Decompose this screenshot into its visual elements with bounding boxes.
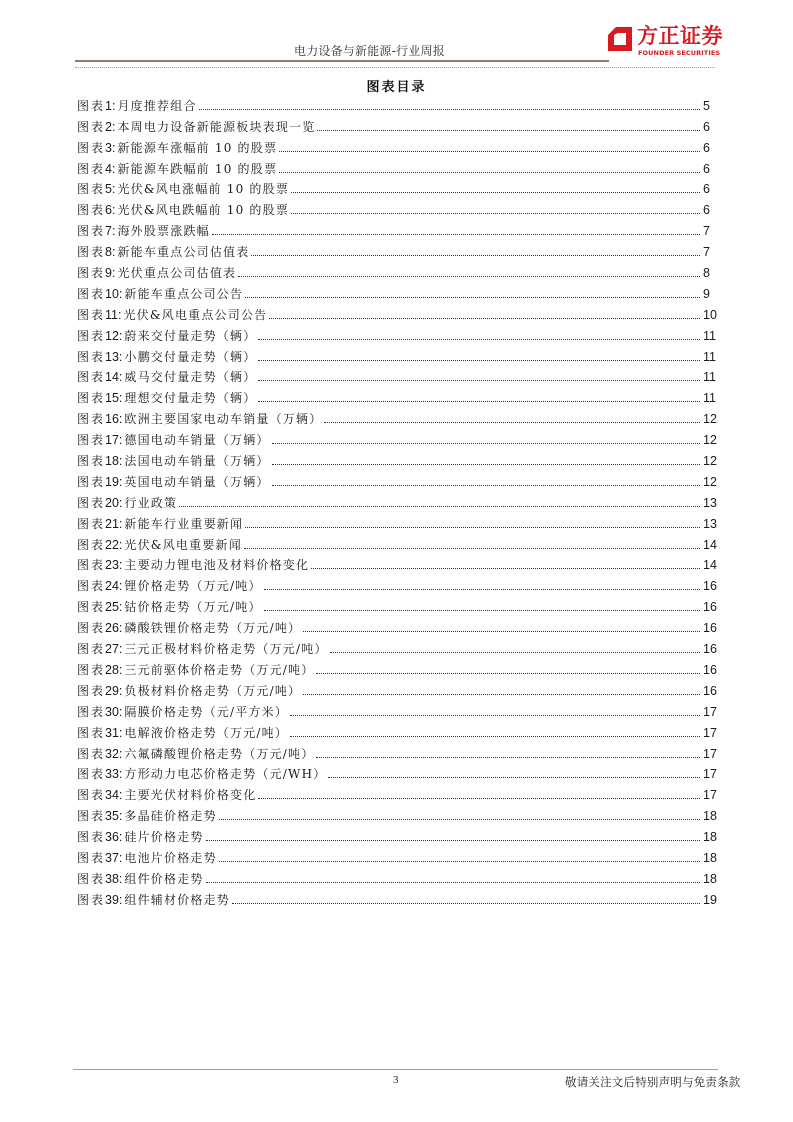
- toc-entry[interactable]: [77, 114, 719, 135]
- toc-entry-title[interactable]: 光伏&风电重点公司公告: [123, 307, 268, 322]
- toc-dot-leader: [258, 798, 700, 799]
- toc-dot-leader: [245, 297, 700, 298]
- toc-entry-title[interactable]: 主要动力锂电池及材料价格变化: [124, 558, 310, 573]
- founder-securities-logo: [607, 24, 742, 64]
- logo-name-en: FOUNDER SECURITIES: [638, 49, 721, 57]
- toc-entry-prefix: 图表: [77, 662, 106, 677]
- toc-dot-leader: [244, 548, 700, 549]
- toc-entry-number: 2:: [105, 119, 116, 134]
- logo-name-cn: 方正证券: [637, 24, 723, 48]
- toc-entry[interactable]: [77, 406, 719, 427]
- header-dotted-divider: [75, 67, 715, 68]
- toc-entry-prefix: 图表: [77, 412, 106, 427]
- toc-entry-title[interactable]: 组件价格走势: [124, 871, 204, 886]
- toc-entry[interactable]: [77, 511, 719, 532]
- toc-entry-page[interactable]: 13: [703, 516, 717, 531]
- toc-entry-page[interactable]: 5: [703, 98, 710, 113]
- toc-entry-prefix: 图表: [77, 266, 106, 281]
- toc-dot-leader: [328, 777, 700, 778]
- header-divider: [75, 60, 609, 62]
- toc-entry-title[interactable]: 蔚来交付量走势（辆）: [124, 328, 257, 343]
- toc-entry-title[interactable]: 电池片价格走势: [124, 850, 217, 865]
- toc-entry-page[interactable]: 13: [703, 495, 717, 510]
- toc-entry[interactable]: [77, 156, 719, 177]
- toc-entry[interactable]: [77, 469, 719, 490]
- toc-entry-title[interactable]: 海外股票涨跌幅: [117, 224, 210, 239]
- toc-entry-title[interactable]: 光伏&风电涨幅前 10 的股票: [117, 182, 290, 197]
- toc-entry-prefix: 图表: [77, 182, 106, 197]
- toc-entry[interactable]: [77, 239, 719, 260]
- toc-dot-leader: [303, 631, 700, 632]
- toc-entry-title[interactable]: 组件辅材价格走势: [124, 892, 231, 907]
- toc-entry-number: 27:: [105, 642, 123, 657]
- toc-entry-page[interactable]: 6: [703, 140, 710, 155]
- toc-entry[interactable]: [77, 594, 719, 615]
- toc-dot-leader: [199, 109, 700, 110]
- toc-dot-leader: [245, 527, 700, 528]
- toc-entry-number: 8:: [105, 245, 116, 260]
- toc-entry-title[interactable]: 六氟磷酸锂价格走势（万元/吨）: [124, 746, 315, 761]
- toc-entry-prefix: 图表: [77, 767, 106, 782]
- toc-entry-page[interactable]: 8: [703, 266, 710, 281]
- toc-entry[interactable]: [77, 615, 719, 636]
- toc-entry-number: 12:: [105, 328, 123, 343]
- toc-entry-prefix: 图表: [77, 704, 106, 719]
- toc-entry-number: 14:: [105, 370, 123, 385]
- toc-entry-page[interactable]: 18: [703, 830, 717, 845]
- toc-entry-prefix: 图表: [77, 161, 106, 176]
- toc-entry-title[interactable]: 隔膜价格走势（元/平方米）: [124, 704, 289, 719]
- toc-entry-page[interactable]: 18: [703, 850, 717, 865]
- toc-entry-page[interactable]: 17: [703, 725, 717, 740]
- toc-dot-leader: [311, 568, 700, 569]
- toc-entry[interactable]: [77, 260, 719, 281]
- toc-entry-title[interactable]: 理想交付量走势（辆）: [124, 391, 257, 406]
- toc-entry-title[interactable]: 主要光伏材料价格变化: [124, 788, 257, 803]
- toc-entry-number: 35:: [105, 809, 123, 824]
- toc-entry-title[interactable]: 方形动力电芯价格走势（元/WH）: [124, 767, 327, 782]
- toc-dot-leader: [303, 694, 700, 695]
- toc-entry-page[interactable]: 12: [703, 433, 717, 448]
- toc-dot-leader: [316, 673, 700, 674]
- toc-entry[interactable]: [77, 344, 719, 365]
- toc-entry-number: 26:: [105, 621, 123, 636]
- toc-dot-leader: [232, 903, 700, 904]
- toc-entry-title[interactable]: 法国电动车销量（万辆）: [124, 454, 270, 469]
- toc-entry-prefix: 图表: [77, 391, 106, 406]
- toc-entry-prefix: 图表: [77, 474, 106, 489]
- toc-entry-title[interactable]: 锂价格走势（万元/吨）: [124, 579, 262, 594]
- toc-entry-prefix: 图表: [77, 830, 106, 845]
- toc-entry-title[interactable]: 硅片价格走势: [124, 830, 204, 845]
- toc-entry-number: 38:: [105, 871, 123, 886]
- toc-dot-leader: [258, 380, 700, 381]
- toc-entry[interactable]: [77, 448, 719, 469]
- toc-entry-title[interactable]: 新能车重点公司估值表: [117, 245, 250, 260]
- toc-entry-page[interactable]: 12: [703, 412, 717, 427]
- toc-entry-prefix: 图表: [77, 245, 106, 260]
- toc-dot-leader: [219, 819, 700, 820]
- toc-entry[interactable]: [77, 427, 719, 448]
- toc-entry-prefix: 图表: [77, 307, 106, 322]
- toc-entry[interactable]: [77, 678, 719, 699]
- toc-entry-page[interactable]: 16: [703, 579, 717, 594]
- toc-entry-number: 10:: [105, 286, 123, 301]
- toc-entry-page[interactable]: 16: [703, 621, 717, 636]
- toc-entry-number: 24:: [105, 579, 123, 594]
- toc-entry-number: 36:: [105, 830, 123, 845]
- toc-dot-leader: [206, 882, 700, 883]
- toc-entry-number: 11:: [105, 307, 122, 322]
- toc-entry-prefix: 图表: [77, 370, 106, 385]
- toc-entry[interactable]: [77, 197, 719, 218]
- toc-dot-leader: [179, 506, 700, 507]
- toc-dot-leader: [279, 151, 700, 152]
- toc-entry[interactable]: [77, 177, 719, 198]
- toc-entry-page[interactable]: 12: [703, 454, 717, 469]
- toc-entry-prefix: 图表: [77, 558, 106, 573]
- toc-entry-prefix: 图表: [77, 850, 106, 865]
- toc-entry-prefix: 图表: [77, 203, 106, 218]
- toc-entry-page[interactable]: 11: [703, 370, 716, 385]
- toc-entry-page[interactable]: 6: [703, 203, 710, 218]
- toc-dot-leader: [317, 130, 700, 131]
- toc-entry-number: 3:: [105, 140, 116, 155]
- toc-entry-title[interactable]: 新能车重点公司公告: [124, 286, 244, 301]
- figure-list: [77, 93, 719, 908]
- toc-dot-leader: [272, 464, 700, 465]
- toc-entry[interactable]: [77, 532, 719, 553]
- toc-dot-leader: [279, 172, 700, 173]
- toc-entry-page[interactable]: 18: [703, 871, 717, 886]
- toc-dot-leader: [219, 861, 700, 862]
- footer-divider: [73, 1069, 718, 1070]
- toc-entry-prefix: 图表: [77, 98, 106, 113]
- toc-dot-leader: [291, 213, 700, 214]
- toc-entry-prefix: 图表: [77, 871, 106, 886]
- toc-entry-number: 29:: [105, 683, 123, 698]
- toc-entry-number: 5:: [105, 182, 116, 197]
- toc-entry-title[interactable]: 欧洲主要国家电动车销量（万辆）: [124, 412, 323, 427]
- toc-entry-number: 31:: [105, 725, 123, 740]
- toc-entry[interactable]: [77, 720, 719, 741]
- toc-entry[interactable]: [77, 866, 719, 887]
- toc-dot-leader: [272, 443, 700, 444]
- toc-dot-leader: [258, 401, 700, 402]
- toc-entry[interactable]: [77, 782, 719, 803]
- toc-entry-title[interactable]: 本周电力设备新能源板块表现一览: [117, 119, 316, 134]
- toc-entry-page[interactable]: 9: [703, 286, 710, 301]
- toc-entry-page[interactable]: 6: [703, 119, 710, 134]
- toc-entry-page[interactable]: 17: [703, 788, 717, 803]
- toc-entry-title[interactable]: 新能源车涨幅前 10 的股票: [117, 140, 278, 155]
- toc-entry[interactable]: [77, 657, 719, 678]
- toc-entry-prefix: 图表: [77, 683, 106, 698]
- toc-entry-number: 9:: [105, 266, 116, 281]
- toc-entry-number: 28:: [105, 662, 123, 677]
- toc-entry-number: 32:: [105, 746, 123, 761]
- toc-dot-leader: [264, 610, 700, 611]
- toc-entry-number: 4:: [105, 161, 116, 176]
- toc-entry-prefix: 图表: [77, 579, 106, 594]
- toc-entry-prefix: 图表: [77, 140, 106, 155]
- toc-dot-leader: [264, 589, 700, 590]
- toc-entry[interactable]: [77, 302, 719, 323]
- toc-entry-title[interactable]: 行业政策: [124, 495, 178, 510]
- toc-entry-number: 34:: [105, 788, 123, 803]
- toc-entry-page[interactable]: 17: [703, 767, 717, 782]
- toc-entry-title[interactable]: 威马交付量走势（辆）: [124, 370, 257, 385]
- toc-entry-prefix: 图表: [77, 642, 106, 657]
- toc-entry-number: 15:: [105, 391, 123, 406]
- toc-entry-page[interactable]: 14: [703, 558, 717, 573]
- toc-entry-page[interactable]: 7: [703, 224, 710, 239]
- toc-entry[interactable]: [77, 490, 719, 511]
- toc-entry[interactable]: [77, 824, 719, 845]
- toc-entry-page[interactable]: 12: [703, 474, 717, 489]
- toc-entry-prefix: 图表: [77, 746, 106, 761]
- toc-entry-number: 17:: [105, 433, 123, 448]
- toc-entry-page[interactable]: 10: [703, 307, 717, 322]
- toc-dot-leader: [258, 339, 700, 340]
- toc-entry-prefix: 图表: [77, 495, 106, 510]
- toc-entry[interactable]: [77, 699, 719, 720]
- toc-entry-prefix: 图表: [77, 788, 106, 803]
- toc-entry-number: 22:: [105, 537, 123, 552]
- toc-entry-title[interactable]: 光伏&风电跌幅前 10 的股票: [117, 203, 290, 218]
- toc-dot-leader: [251, 255, 700, 256]
- toc-entry[interactable]: [77, 365, 719, 386]
- toc-entry-page[interactable]: 16: [703, 683, 717, 698]
- toc-dot-leader: [206, 840, 700, 841]
- toc-entry[interactable]: [77, 887, 719, 908]
- toc-entry-number: 6:: [105, 203, 116, 218]
- toc-entry-prefix: 图表: [77, 433, 106, 448]
- toc-entry[interactable]: [77, 281, 719, 302]
- toc-entry-number: 13:: [105, 349, 123, 364]
- toc-entry-title[interactable]: 三元正极材料价格走势（万元/吨）: [124, 642, 328, 657]
- toc-dot-leader: [258, 360, 700, 361]
- toc-entry[interactable]: [77, 218, 719, 239]
- toc-dot-leader: [324, 422, 700, 423]
- toc-dot-leader: [269, 318, 700, 319]
- toc-entry-page[interactable]: 11: [703, 391, 716, 406]
- toc-entry-title[interactable]: 负极材料价格走势（万元/吨）: [124, 683, 302, 698]
- toc-entry-prefix: 图表: [77, 600, 106, 615]
- toc-entry[interactable]: [77, 741, 719, 762]
- toc-entry-title[interactable]: 小鹏交付量走势（辆）: [124, 349, 257, 364]
- toc-entry-page[interactable]: 16: [703, 642, 717, 657]
- toc-entry-prefix: 图表: [77, 454, 106, 469]
- toc-entry-title[interactable]: 月度推荐组合: [117, 98, 197, 113]
- toc-entry-title[interactable]: 电解液价格走势（万元/吨）: [124, 725, 289, 740]
- toc-entry-number: 30:: [105, 704, 123, 719]
- toc-entry[interactable]: [77, 803, 719, 824]
- toc-entry-number: 18:: [105, 454, 123, 469]
- toc-entry-number: 7:: [105, 224, 116, 239]
- toc-entry-number: 25:: [105, 600, 123, 615]
- toc-entry-title[interactable]: 光伏&风电重要新闻: [124, 537, 242, 552]
- toc-dot-leader: [290, 736, 700, 737]
- toc-entry-page[interactable]: 18: [703, 809, 717, 824]
- toc-entry-number: 16:: [105, 412, 123, 427]
- toc-entry-page[interactable]: 11: [703, 328, 716, 343]
- toc-entry-title[interactable]: 多晶硅价格走势: [124, 809, 217, 824]
- toc-entry-title[interactable]: 三元前驱体价格走势（万元/吨）: [124, 662, 315, 677]
- report-category-title: 电力设备与新能源-行业周报: [294, 44, 445, 58]
- toc-entry-page[interactable]: 7: [703, 245, 710, 260]
- toc-entry-title[interactable]: 磷酸铁锂价格走势（万元/吨）: [124, 621, 302, 636]
- toc-entry-prefix: 图表: [77, 349, 106, 364]
- toc-entry[interactable]: [77, 636, 719, 657]
- toc-entry-title[interactable]: 新能源车跌幅前 10 的股票: [117, 161, 278, 176]
- toc-dot-leader: [290, 715, 700, 716]
- toc-entry-page[interactable]: 6: [703, 182, 710, 197]
- toc-entry[interactable]: [77, 845, 719, 866]
- toc-entry-title[interactable]: 新能车行业重要新闻: [124, 516, 244, 531]
- toc-entry-page[interactable]: 16: [703, 600, 717, 615]
- toc-entry-title[interactable]: 英国电动车销量（万辆）: [124, 474, 270, 489]
- toc-entry-number: 1:: [105, 98, 116, 113]
- toc-entry[interactable]: [77, 93, 719, 114]
- toc-entry-number: 23:: [105, 558, 123, 573]
- toc-entry-page[interactable]: 6: [703, 161, 710, 176]
- toc-dot-leader: [212, 234, 700, 235]
- toc-entry-prefix: 图表: [77, 809, 106, 824]
- page-number: 3: [393, 1074, 399, 1086]
- toc-entry-prefix: 图表: [77, 286, 106, 301]
- toc-entry-number: 39:: [105, 892, 123, 907]
- toc-entry[interactable]: [77, 553, 719, 574]
- toc-entry-number: 21:: [105, 516, 123, 531]
- toc-entry-number: 37:: [105, 850, 123, 865]
- toc-entry-page[interactable]: 17: [703, 704, 717, 719]
- toc-entry-title[interactable]: 光伏重点公司估值表: [117, 266, 237, 281]
- toc-dot-leader: [291, 192, 700, 193]
- toc-entry-prefix: 图表: [77, 224, 106, 239]
- toc-entry-page[interactable]: 14: [703, 537, 717, 552]
- toc-entry-prefix: 图表: [77, 892, 106, 907]
- founder-logo-icon: [607, 26, 633, 52]
- toc-entry-number: 20:: [105, 495, 123, 510]
- toc-dot-leader: [330, 652, 700, 653]
- toc-entry-title[interactable]: 德国电动车销量（万辆）: [124, 433, 270, 448]
- toc-entry[interactable]: [77, 573, 719, 594]
- toc-dot-leader: [316, 757, 700, 758]
- toc-entry-page[interactable]: 17: [703, 746, 717, 761]
- toc-entry-page[interactable]: 19: [703, 892, 717, 907]
- toc-entry-prefix: 图表: [77, 516, 106, 531]
- toc-entry-title[interactable]: 钴价格走势（万元/吨）: [124, 600, 262, 615]
- toc-entry[interactable]: [77, 323, 719, 344]
- toc-entry-prefix: 图表: [77, 621, 106, 636]
- toc-entry[interactable]: [77, 385, 719, 406]
- toc-heading: 图表目录: [366, 80, 427, 95]
- toc-dot-leader: [238, 276, 700, 277]
- toc-entry-page[interactable]: 16: [703, 662, 717, 677]
- toc-entry[interactable]: [77, 135, 719, 156]
- toc-entry-prefix: 图表: [77, 725, 106, 740]
- toc-entry[interactable]: [77, 762, 719, 783]
- disclaimer-note: 敬请关注文后特别声明与免责条款: [565, 1075, 741, 1089]
- toc-entry-prefix: 图表: [77, 537, 106, 552]
- toc-entry-number: 33:: [105, 767, 123, 782]
- toc-entry-prefix: 图表: [77, 119, 106, 134]
- toc-dot-leader: [272, 485, 700, 486]
- toc-entry-prefix: 图表: [77, 328, 106, 343]
- toc-entry-number: 19:: [105, 474, 123, 489]
- toc-entry-page[interactable]: 11: [703, 349, 716, 364]
